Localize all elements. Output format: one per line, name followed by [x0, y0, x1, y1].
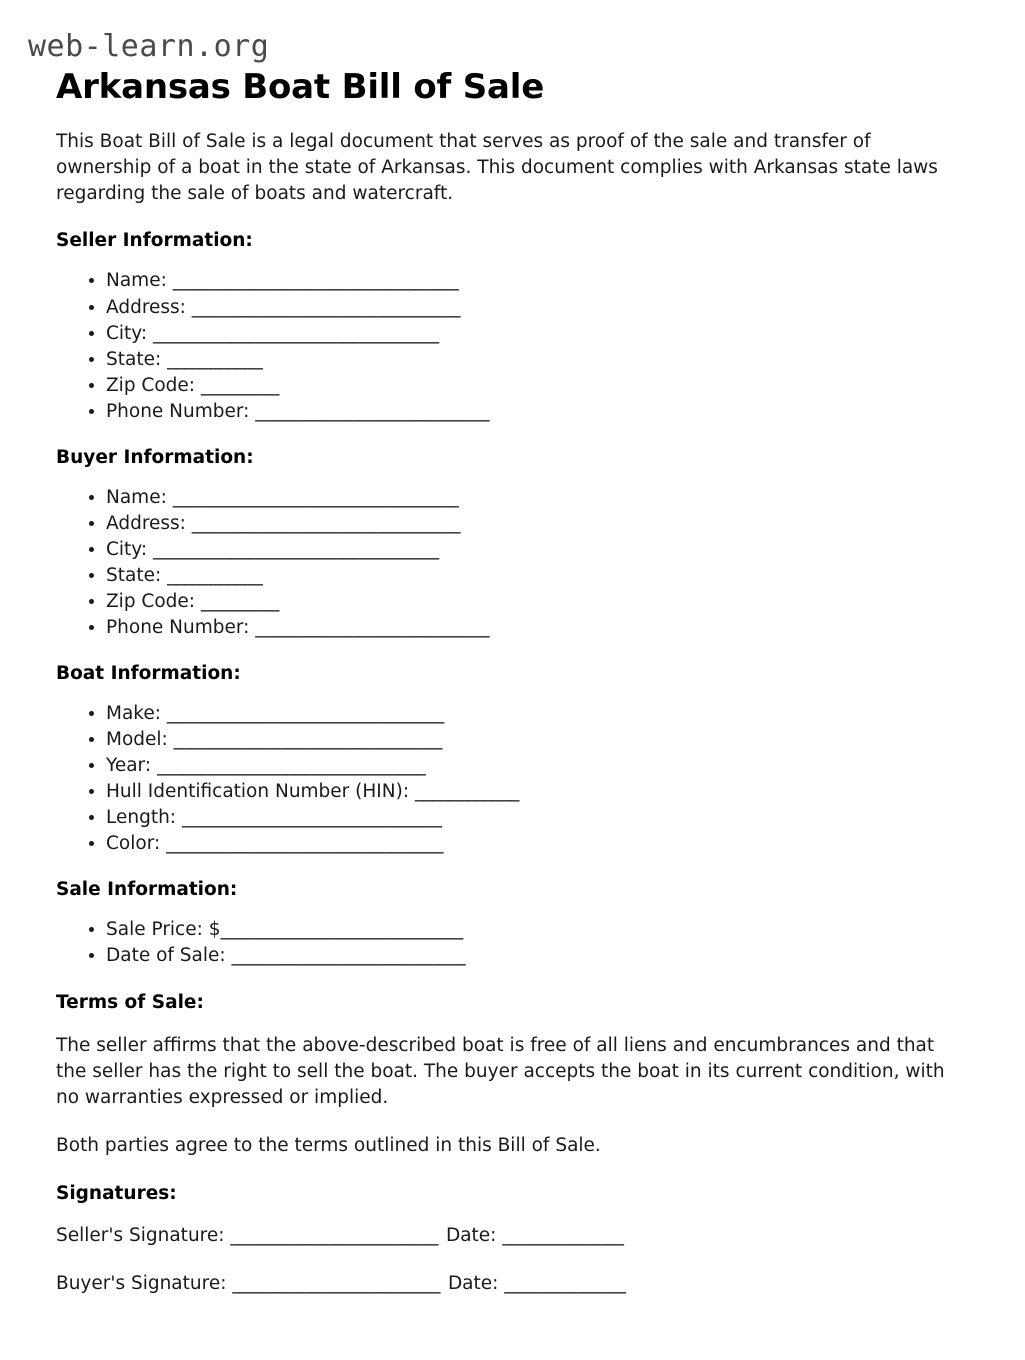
date-blank[interactable]: ______________	[504, 1272, 626, 1294]
field-blank[interactable]: _________________________________	[172, 270, 459, 292]
field-blank[interactable]: ____________________________	[220, 919, 463, 941]
list-item	[106, 728, 955, 752]
signature-blank[interactable]: ________________________	[230, 1224, 438, 1246]
signature-blank[interactable]: ________________________	[232, 1272, 440, 1294]
list-item	[106, 832, 955, 856]
list-item	[106, 538, 955, 562]
field-blank[interactable]: _________	[200, 590, 279, 612]
field-blank[interactable]: _______________________________	[191, 512, 460, 534]
list-item	[106, 400, 955, 424]
field-label: Phone Number:	[106, 400, 256, 422]
list-item	[106, 374, 955, 398]
field-blank[interactable]: ______________________________	[181, 807, 442, 829]
field-label: Name:	[106, 486, 173, 508]
list-item	[106, 296, 955, 320]
list-item	[106, 780, 955, 804]
field-label: Address:	[106, 512, 192, 534]
field-label: State:	[106, 348, 168, 370]
field-label: Name:	[106, 270, 173, 292]
site-brand: web-learn.org	[28, 29, 270, 64]
field-blank[interactable]: ________________________________	[166, 833, 443, 855]
list-item	[106, 702, 955, 726]
field-label: Address:	[106, 296, 192, 318]
field-label: Color:	[106, 833, 167, 855]
section-heading-signatures: Signatures:	[56, 1182, 177, 1204]
signature-label: Buyer's Signature:	[56, 1272, 233, 1294]
date-label: Date:	[445, 1224, 503, 1246]
list-item	[106, 512, 955, 536]
field-blank[interactable]: ________________________________	[166, 703, 444, 725]
field-label: Zip Code:	[106, 590, 201, 612]
page-title: Arkansas Boat Bill of Sale	[56, 66, 545, 107]
field-list-boat	[56, 702, 955, 856]
terms-paragraph-1: The seller affirms that the above-described boat is free of all liens and encumbrances and that the seller has the right to sell the boat. The buyer accepts the boat in its current condition, with no warranties expressed or implied.	[56, 1034, 945, 1109]
list-item	[106, 322, 955, 346]
field-blank[interactable]: _______________________________	[156, 755, 426, 777]
intro-paragraph: This Boat Bill of Sale is a legal document that serves as proof of the sale and transfer of ownership of a boat in the state of Arkansas. This document complies with Arkansas state laws regarding the sale of boats and watercraft.	[56, 130, 938, 205]
field-label: Phone Number:	[106, 617, 256, 639]
field-blank[interactable]: ___________	[167, 564, 263, 586]
signature-row-seller	[56, 1224, 955, 1248]
field-label: Date of Sale:	[106, 945, 232, 967]
document-body	[28, 129, 985, 1296]
field-label: Sale Price: $	[106, 919, 221, 941]
field-list-seller	[56, 269, 955, 423]
signature-label: Seller's Signature:	[56, 1224, 231, 1246]
field-blank[interactable]: _________________________________	[172, 486, 459, 508]
list-item	[106, 754, 955, 778]
field-list-sale	[56, 918, 955, 968]
field-blank[interactable]: ___________________________	[231, 945, 466, 967]
date-blank[interactable]: ______________	[502, 1224, 624, 1246]
list-item	[106, 564, 955, 588]
list-item	[106, 590, 955, 614]
field-blank[interactable]: _______________________________	[173, 729, 442, 751]
field-label: Hull Identification Number (HIN):	[106, 781, 415, 803]
field-label: Year:	[106, 755, 157, 777]
field-blank[interactable]: ___________________________	[255, 617, 489, 639]
field-label: State:	[106, 564, 168, 586]
field-label: Length:	[106, 807, 182, 829]
list-item	[106, 918, 955, 942]
field-label: City:	[106, 322, 154, 344]
list-item	[106, 486, 955, 510]
list-item	[106, 616, 955, 640]
section-heading-seller: Seller Information:	[56, 230, 253, 252]
date-label: Date:	[447, 1272, 505, 1294]
field-label: Make:	[106, 703, 167, 725]
field-blank[interactable]: _________________________________	[153, 538, 439, 560]
section-heading-terms: Terms of Sale:	[56, 991, 204, 1013]
section-heading-boat: Boat Information:	[56, 663, 241, 685]
field-blank[interactable]: _________	[200, 374, 279, 396]
field-label: City:	[106, 538, 154, 560]
field-blank[interactable]: ___________	[167, 348, 263, 370]
field-blank[interactable]: ___________________________	[255, 400, 489, 422]
field-blank[interactable]: _________________________________	[153, 322, 439, 344]
signature-row-buyer	[56, 1272, 955, 1296]
list-item	[106, 269, 955, 293]
list-item	[106, 348, 955, 372]
section-heading-buyer: Buyer Information:	[56, 446, 254, 468]
list-item	[106, 944, 955, 968]
section-heading-sale: Sale Information:	[56, 879, 238, 901]
field-label: Model:	[106, 729, 174, 751]
field-blank[interactable]: _______________________________	[191, 296, 460, 318]
list-item	[106, 806, 955, 830]
field-list-buyer	[56, 486, 955, 640]
field-blank[interactable]: ____________	[414, 781, 519, 803]
terms-paragraph-2: Both parties agree to the terms outlined in this Bill of Sale.	[56, 1135, 601, 1157]
field-label: Zip Code:	[106, 374, 201, 396]
terms-of-sale-block	[56, 991, 955, 1160]
